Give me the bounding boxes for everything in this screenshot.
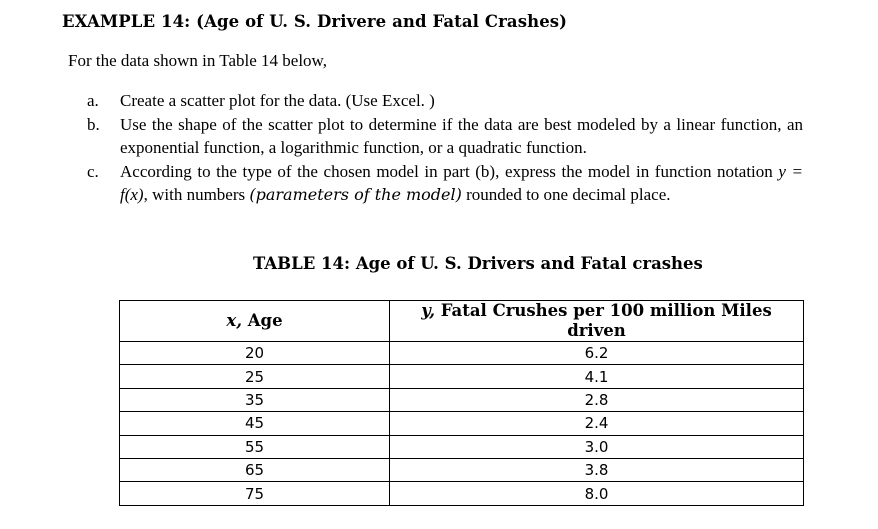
table-row: [120, 342, 804, 365]
parameters-phrase: (parameters of the model): [249, 185, 462, 204]
table-row: [120, 435, 804, 458]
question-b: [87, 113, 803, 160]
cell-fatal: 2.8: [390, 388, 804, 411]
question-list: [87, 89, 803, 207]
table-row: [120, 365, 804, 388]
cell-fatal: 8.0: [390, 482, 804, 505]
header-age-var: x,: [226, 311, 242, 330]
cell-age: 20: [120, 342, 390, 365]
table-row: [120, 482, 804, 505]
table-header-row: [120, 301, 804, 342]
question-marker: c.: [87, 161, 99, 181]
question-marker: a.: [87, 91, 99, 110]
cell-age: 35: [120, 388, 390, 411]
question-text: Use the shape of the scatter plot to determine if the data are best modeled by a linear function, an exponential function, a logarithmic function, or a quadratic function.: [120, 114, 803, 157]
cell-age: 65: [120, 458, 390, 481]
table-row: [120, 388, 804, 411]
table-row: [120, 412, 804, 435]
question-text-before: According to the type of the chosen model in part (b), express the model in function notation: [120, 161, 779, 181]
header-fatal: [390, 301, 804, 342]
header-fatal-label: Fatal Crushes per 100 million Miles driven: [435, 301, 772, 340]
function-notation: y = f(x): [120, 161, 803, 204]
cell-age: 45: [120, 412, 390, 435]
question-c: [87, 160, 803, 207]
question-text-middle: , with numbers: [143, 185, 250, 204]
question-text-after: rounded to one decimal place.: [461, 185, 671, 204]
cell-fatal: 3.8: [390, 458, 804, 481]
header-age-label: Age: [242, 311, 283, 330]
cell-age: 55: [120, 435, 390, 458]
cell-age: 25: [120, 365, 390, 388]
table-row: [120, 458, 804, 481]
cell-fatal: 2.4: [390, 412, 804, 435]
data-table: [119, 300, 804, 506]
example-title: EXAMPLE 14: (Age of U. S. Drivere and Fatal Crashes): [62, 12, 568, 31]
header-age: [120, 301, 390, 342]
question-marker: b.: [87, 114, 100, 134]
header-fatal-var: y,: [421, 301, 435, 320]
question-text: [120, 160, 803, 207]
intro-text: For the data shown in Table 14 below,: [68, 51, 327, 70]
cell-fatal: 6.2: [390, 342, 804, 365]
table-title: TABLE 14: Age of U. S. Drivers and Fatal crashes: [253, 254, 703, 273]
cell-age: 75: [120, 482, 390, 505]
question-text: Create a scatter plot for the data. (Use Excel. ): [120, 91, 435, 110]
cell-fatal: 3.0: [390, 435, 804, 458]
cell-fatal: 4.1: [390, 365, 804, 388]
question-a: [87, 89, 803, 113]
